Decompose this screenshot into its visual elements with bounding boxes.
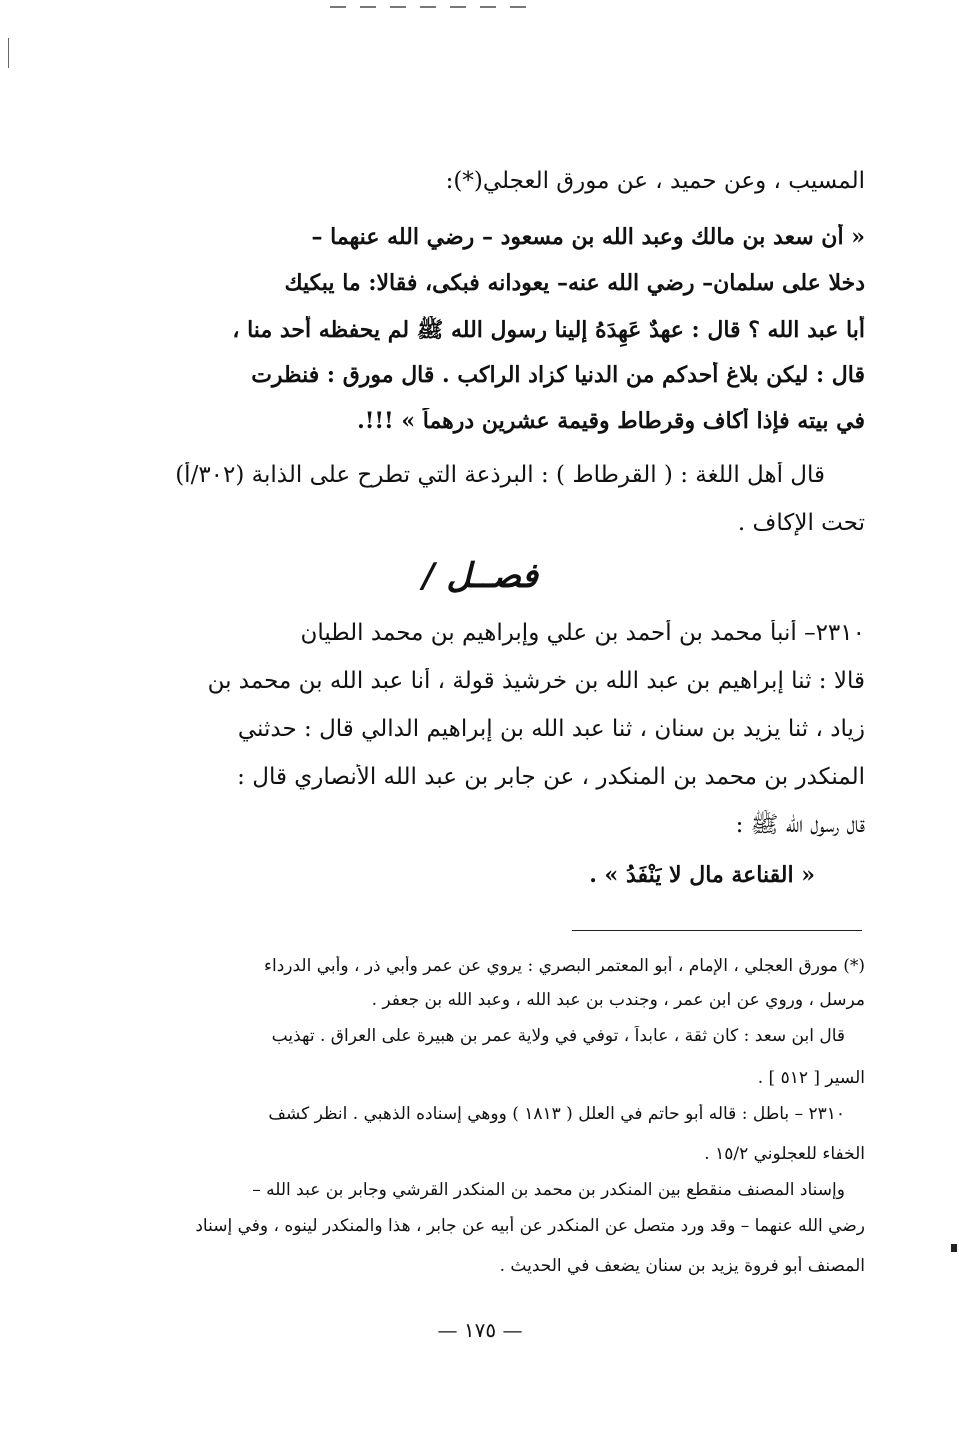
hadith2-line: زياد ، ثنا يزيد بن سنان ، ثنا عبد الله بن إبراهيم الدالي قال : حدثني: [237, 716, 865, 742]
top-dashes: [330, 6, 530, 8]
hadith-line: أبا عبد الله ؟ قال : عهدٌ عَهِدَهُ إلينا رسول الله ﷺ لم يحفظه أحد منا ،: [232, 317, 865, 343]
intro-line: المسيب ، وعن حميد ، عن مورق العجلي(*):: [445, 168, 865, 194]
footnote-line: مرسل ، وروي عن ابن عمر ، وجندب بن عبد الله ، وعبد الله بن جعفر .: [371, 990, 865, 1010]
section-heading: فصــل /: [422, 556, 538, 596]
footnote-line: (*) مورق العجلي ، الإمام ، أبو المعتمر البصري : يروي عن عمر وأبي ذر ، وأبي الدرداء: [263, 956, 865, 976]
footnote-line: رضي الله عنهما – وقد ورد متصل عن المنكدر عن أبيه عن جابر ، هذا والمنكدر لينوه ، وفي إسناد: [195, 1216, 865, 1236]
lexical-line: تحت الإكاف .: [737, 510, 865, 536]
hadith2-line: قال رسول الله ﷺ :: [735, 812, 865, 838]
hadith-line: في بيته فإذا أكاف وقرطاط وقيمة عشرين درهماً » !!!.: [357, 408, 865, 434]
hadith-line: دخلا على سلمان– رضي الله عنه– يعودانه فبكى، فقالا: ما يبكيك: [284, 270, 865, 296]
scan-side-mark: [951, 1244, 957, 1252]
footnote-line: ٢٣١٠ – باطل : قاله أبو حاتم في العلل ( ١٨١٣ ) ووهي إسناده الذهبي . انظر كشف: [268, 1104, 845, 1124]
footnote-line: المصنف أبو فروة يزيد بن سنان يضعف في الحديث .: [499, 1256, 865, 1276]
hadith2-text: « القناعة مال لا يَنْفَدُ » .: [589, 862, 815, 888]
footnote-line: قال ابن سعد : كان ثقة ، عابداً ، توفي في ولاية عمر بن هبيرة على العراق . تهذيب: [271, 1026, 845, 1046]
hadith-line: قال : ليكن بلاغ أحدكم من الدنيا كزاد الراكب . قال مورق : فنظرت: [251, 362, 865, 388]
hadith2-line: ٢٣١٠– أنبأ محمد بن أحمد بن علي وإبراهيم بن محمد الطيان: [300, 620, 865, 646]
lexical-line: قال أهل اللغة : ( القرطاط ) : البرذعة التي تطرح على الذابة (٣٠٢/أ): [175, 462, 825, 488]
scan-edge-mark: [8, 38, 9, 68]
page-number: — ١٧٥ —: [437, 1318, 523, 1342]
hadith2-line: المنكدر بن محمد بن المنكدر ، عن جابر بن عبد الله الأنصاري قال :: [237, 764, 865, 790]
footnote-line: السير [ ٥١٢ ] .: [757, 1068, 865, 1088]
footnote-line: وإسناد المصنف منقطع بين المنكدر بن محمد بن المنكدر القرشي وجابر بن عبد الله –: [252, 1180, 845, 1200]
footnote-separator: [572, 930, 862, 931]
hadith2-line: قالا : ثنا إبراهيم بن عبد الله بن خرشيذ قولة ، أنا عبد الله بن محمد بن: [207, 668, 865, 694]
hadith-line: « أن سعد بن مالك وعبد الله بن مسعود – رضي الله عنهما –: [311, 224, 865, 250]
footnote-line: الخفاء للعجلوني ١٥/٢ .: [704, 1144, 865, 1164]
